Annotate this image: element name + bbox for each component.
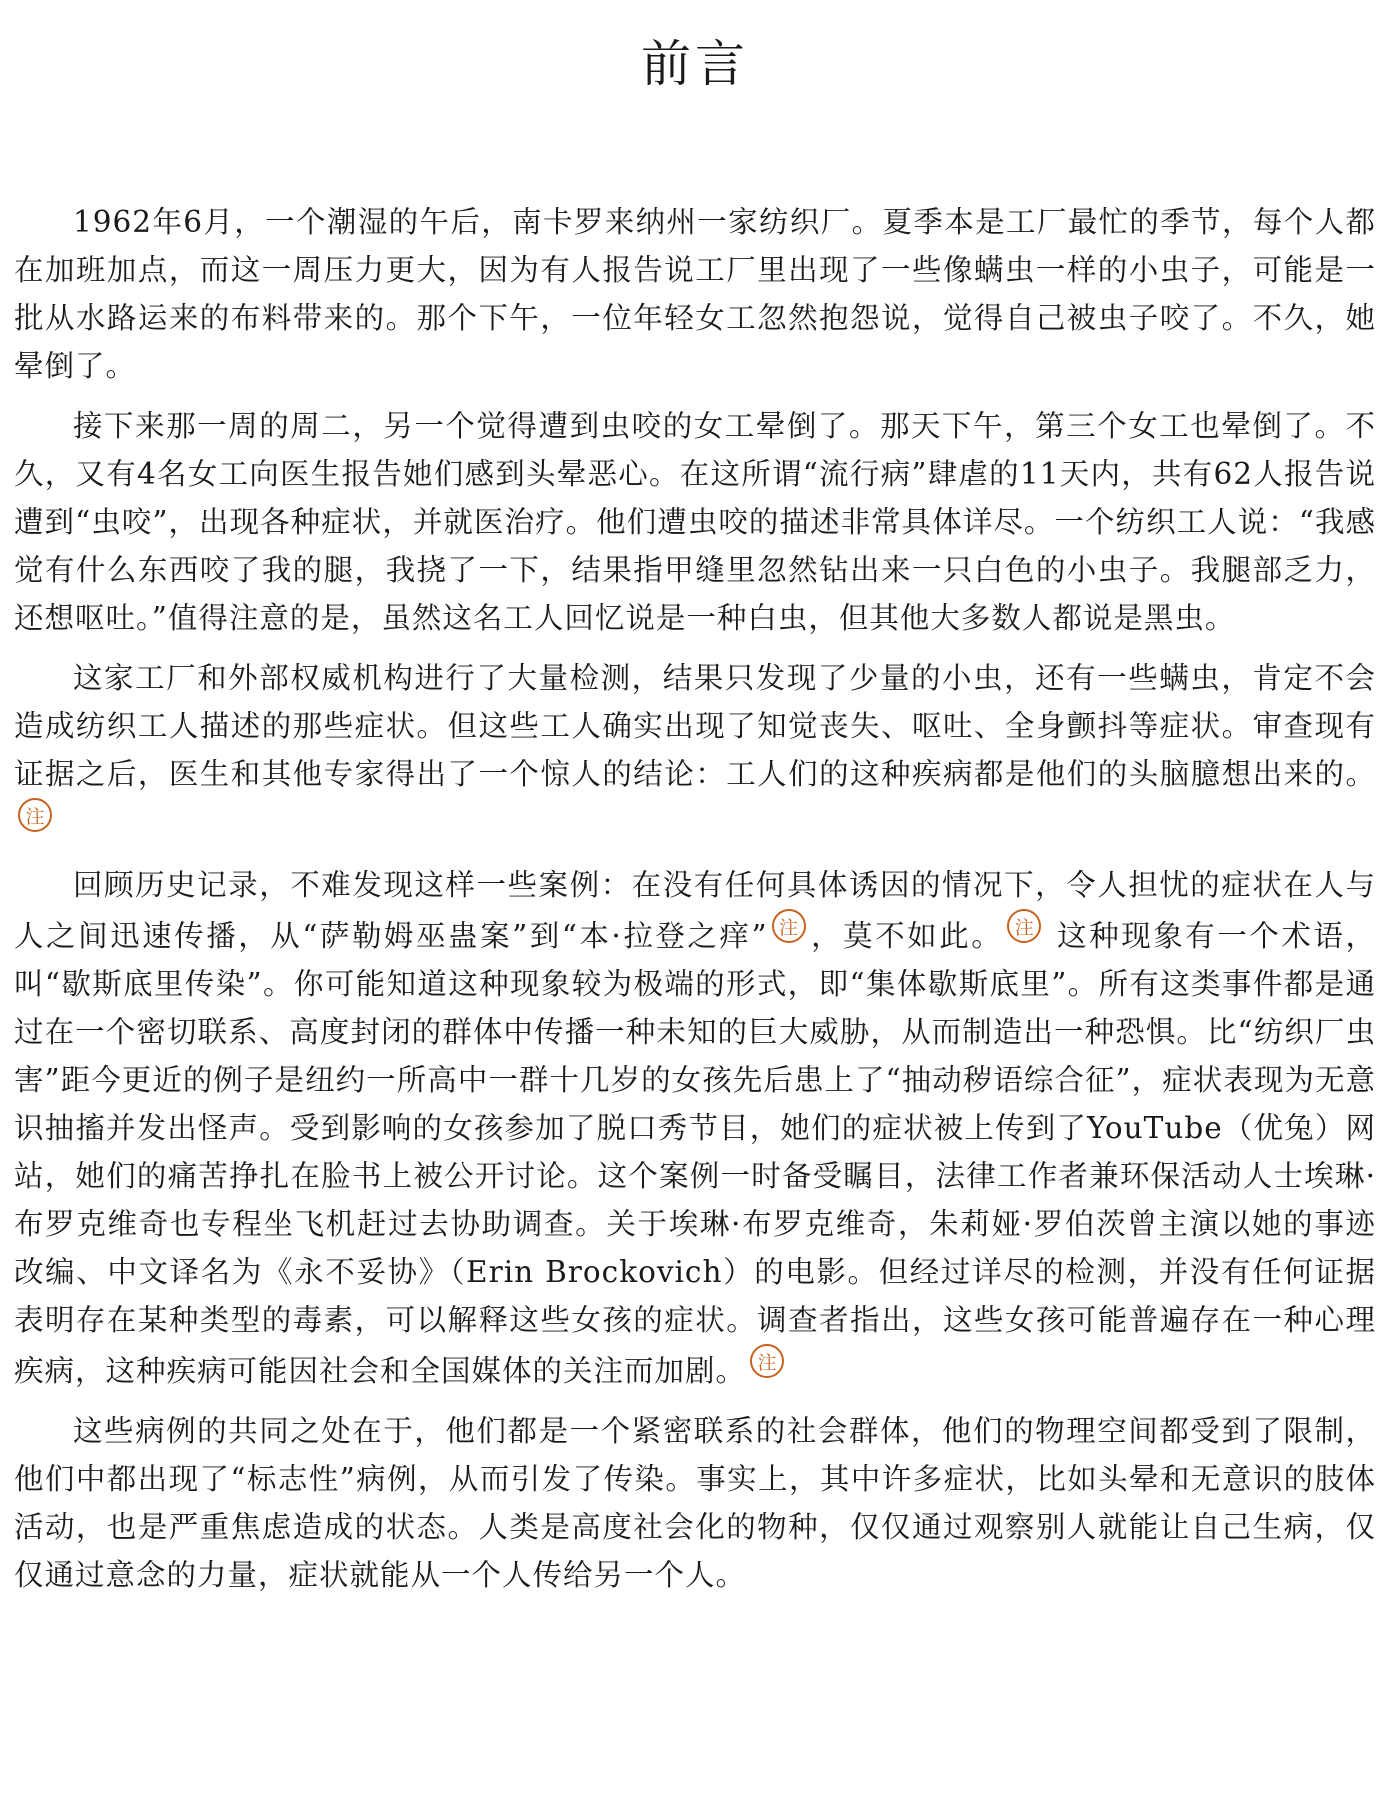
footnote-marker[interactable]: 注 <box>18 798 52 832</box>
paragraph-3 <box>14 654 1376 849</box>
page <box>14 0 1376 1800</box>
paragraph-5 <box>14 1407 1376 1599</box>
paragraph-text: 这家工厂和外部权威机构进行了大量检测，结果只发现了少量的小虫，还有一些螨虫，肯定不会造成纺织工人描述的那些症状。但这些工人确实出现了知觉丧失、呕吐、全身颤抖等症状。审查现有证据之后，医生和其他专家得出了一个惊人的结论：工人们的这种疾病都是他们的头脑臆想出来的。 <box>14 661 1376 791</box>
paragraph-text: 这些病例的共同之处在于，他们都是一个紧密联系的社会群体，他们的物理空间都受到了限制，他们中都出现了“标志性”病例，从而引发了传染。事实上，其中许多症状，比如头晕和无意识的肢体活动，也是严重焦虑造成的状态。人类是高度社会化的物种，仅仅通过观察别人就能让自己生病，仅仅通过意念的力量，症状就能从一个人传给另一个人。 <box>14 1414 1376 1592</box>
footnote-marker[interactable]: 注 <box>772 909 806 943</box>
paragraph-text: 1962年6月，一个潮湿的午后，南卡罗来纳州一家纺织厂。夏季本是工厂最忙的季节，每个人都在加班加点，而这一周压力更大，因为有人报告说工厂里出现了一些像螨虫一样的小虫子，可能是一批从水路运来的布料带来的。那个下午，一位年轻女工忽然抱怨说，觉得自己被虫子咬了。不久，她晕倒了。 <box>14 205 1376 383</box>
paragraph-text: 接下来那一周的周二，另一个觉得遭到虫咬的女工晕倒了。那天下午，第三个女工也晕倒了。不久，又有4名女工向医生报告她们感到头晕恶心。在这所谓“流行病”肆虐的11天内，共有62人报告说遭到“虫咬”，出现各种症状，并就医治疗。他们遭虫咬的描述非常具体详尽。一个纺织工人说：“我感觉有什么东西咬了我的腿，我挠了一下，结果指甲缝里忽然钻出来一只白色的小虫子。我腿部乏力，还想呕吐。”值得注意的是，虽然这名工人回忆说是一种白虫，但其他大多数人都说是黑虫。 <box>14 409 1376 635</box>
paragraph-4 <box>14 861 1376 1395</box>
paragraph-text: ，莫不如此。 <box>809 919 1004 953</box>
paragraph-text: 回顾历史记录，不难发现这样一些案例：在没有任何具体诱因的情况下，令人担忧的症状在人与人之间迅速传播，从“萨勒姆巫蛊案”到“本·拉登之痒” <box>14 868 1376 953</box>
footnote-marker[interactable]: 注 <box>750 1344 784 1378</box>
paragraph-2 <box>14 402 1376 642</box>
paragraph-1 <box>14 198 1376 390</box>
footnote-marker[interactable]: 注 <box>1007 909 1041 943</box>
page-title: 前言 <box>641 35 749 93</box>
body-text <box>14 198 1376 1611</box>
paragraph-text: 这种现象有一个术语，叫“歇斯底里传染”。你可能知道这种现象较为极端的形式，即“集体歇斯底里”。所有这类事件都是通过在一个密切联系、高度封闭的群体中传播一种未知的巨大威胁，从而制造出一种恐惧。比“纺织厂虫害”距今更近的例子是纽约一所高中一群十几岁的女孩先后患上了“抽动秽语综合征”，症状表现为无意识抽搐并发出怪声。受到影响的女孩参加了脱口秀节目，她们的症状被上传到了YouTube（优兔）网站，她们的痛苦挣扎在脸书上被公开讨论。这个案例一时备受瞩目，法律工作者兼环保活动人士埃琳·布罗克维奇也专程坐飞机赶过去协助调查。关于埃琳·布罗克维奇，朱莉娅·罗伯茨曾主演以她的事迹改编、中文译名为《永不妥协》（Erin Brockovich）的电影。但经过详尽的检测，并没有任何证据表明存在某种类型的毒素，可以解释这些女孩的症状。调查者指出，这些女孩可能普遍存在一种心理疾病，这种疾病可能因社会和全国媒体的关注而加剧。 <box>14 919 1376 1388</box>
